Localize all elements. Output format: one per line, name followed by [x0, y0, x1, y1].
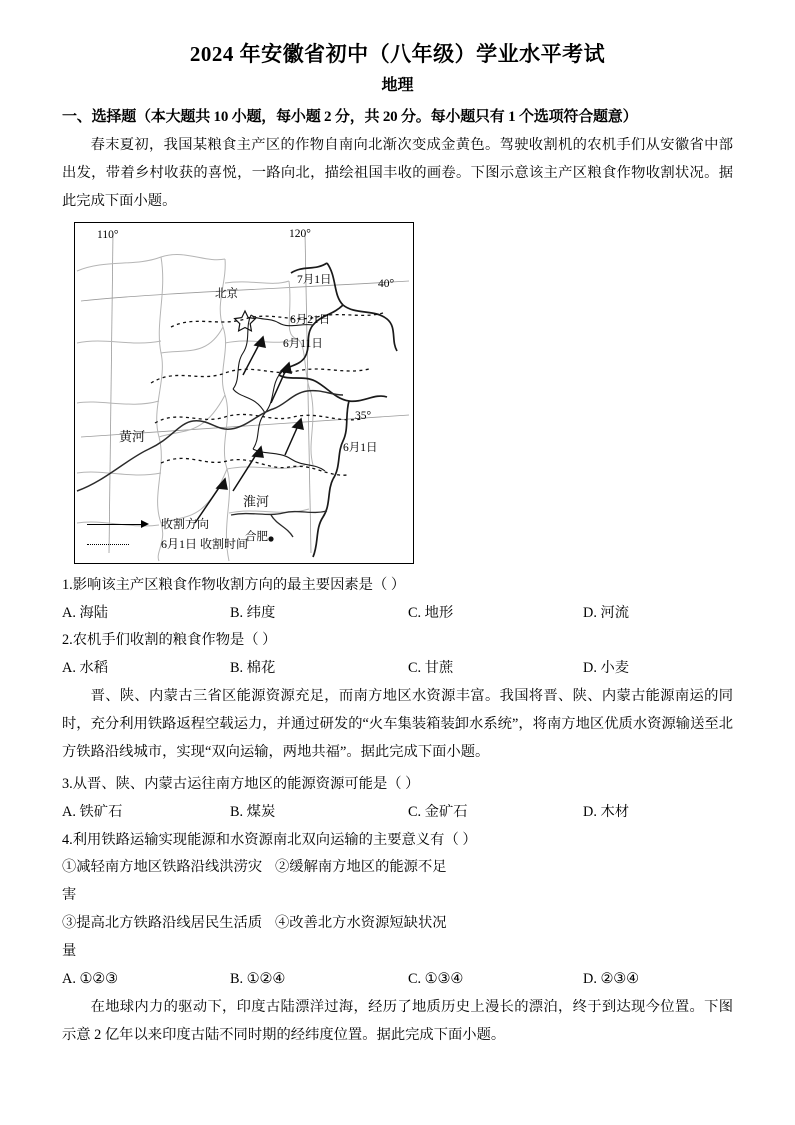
question-3-text: 从晋、陕、内蒙古运往南方地区的能源资源可能是（ ） [72, 775, 420, 792]
option-4-b[interactable]: B. ①②④ [230, 970, 286, 987]
map-figure [74, 222, 414, 564]
option-1-b[interactable]: B. 纬度 [230, 604, 276, 621]
legend-arrow-row [85, 515, 248, 535]
option-4-d[interactable]: D. ②③④ [583, 970, 639, 987]
statement-3: ③提高北方铁路沿线居民生活质量 [62, 915, 263, 959]
question-1-number: 1. [62, 576, 73, 593]
option-3-a[interactable]: A. 铁矿石 [62, 803, 123, 820]
statement-row-2 [62, 910, 733, 966]
dotted-line-icon [85, 538, 157, 552]
question-3-options [62, 799, 733, 827]
label-lon-120: 120° [289, 227, 311, 240]
statement-4: ④改善北方水资源短缺状况 [275, 915, 447, 932]
label-hefei: 合肥 [245, 530, 268, 543]
beijing-star-icon [235, 311, 256, 331]
option-2-d[interactable]: D. 小麦 [583, 660, 630, 677]
label-lat-35: 35° [355, 409, 372, 422]
figure-1 [62, 222, 733, 564]
passage-2: 晋、陕、内蒙古三省区能源资源充足，而南方地区水资源丰富。我国将晋、陕、内蒙古能源南运的同时，充分利用铁路返程空载运力，并通过研发的“火车集装箱装卸水系统”，将南方地区优质水资源输送至北方铁路沿线城市，实现“双向运输，两地共福”。据此完成下面小题。 [62, 688, 733, 760]
option-3-c[interactable]: C. 金矿石 [408, 803, 468, 820]
statement-2: ②缓解南方地区的能源不足 [275, 859, 447, 876]
legend-dash-label: 6月1日 收割时间 [161, 536, 249, 551]
legend-arrow-label: 收割方向 [161, 517, 210, 532]
option-4-c[interactable]: C. ①③④ [408, 970, 464, 987]
page-subtitle: 地理 [381, 77, 414, 94]
question-2-number: 2. [62, 632, 73, 649]
passage-3: 在地球内力的驱动下，印度古陆漂洋过海，经历了地质历史上漫长的漂泊，终于到达现今位置。下图示意 2 亿年以来印度古陆不同时期的经纬度位置。据此完成下面小题。 [62, 998, 733, 1043]
question-1-text: 影响该主产区粮食作物收割方向的最主要因素是（ ） [72, 576, 406, 593]
question-4-options [62, 966, 733, 994]
question-1-options [62, 600, 733, 628]
label-date-jul-1: 7月1日 [297, 273, 332, 286]
map-legend [85, 515, 248, 555]
statement-row-1 [62, 854, 733, 910]
label-date-jun-1: 6月1日 [343, 441, 378, 454]
option-1-d[interactable]: D. 河流 [583, 604, 630, 621]
question-4-number: 4. [62, 831, 73, 848]
label-date-jun-21: 6月21日 [290, 313, 331, 326]
option-2-a[interactable]: A. 水稻 [62, 660, 109, 677]
hefei-dot-icon [268, 536, 273, 541]
question-4-statements [62, 854, 733, 966]
passage-1: 春末夏初，我国某粮食主产区的作物自南向北渐次变成金黄色。驾驶收割机的农机手们从安徽省中部出发，带着乡村收获的喜悦，一路向北，描绘祖国丰收的画卷。下图示意该主产区粮食作物收割状况。据此完成下面小题。 [62, 137, 733, 209]
option-3-d[interactable]: D. 木材 [583, 803, 630, 820]
map-svg [75, 223, 413, 563]
question-4-text: 利用铁路运输实现能源和水资源南北双向运输的主要意义有（ ） [72, 831, 477, 848]
question-2-text: 农机手们收割的粮食作物是（ ） [72, 632, 277, 649]
question-2-stem [62, 627, 733, 655]
question-3-stem [62, 771, 733, 799]
label-lat-40: 40° [378, 277, 395, 290]
question-1-stem [62, 572, 733, 600]
option-1-a[interactable]: A. 海陆 [62, 604, 109, 621]
label-date-jun-11: 6月11日 [283, 337, 323, 350]
option-2-b[interactable]: B. 棉花 [230, 660, 276, 677]
question-4-stem [62, 827, 733, 855]
arrow-icon [85, 518, 157, 532]
label-lon-110: 110° [97, 228, 119, 241]
question-2-options [62, 655, 733, 683]
label-huanghe: 黄河 [119, 428, 146, 444]
statement-1: ①减轻南方地区铁路沿线洪涝灾害 [62, 859, 263, 904]
question-3-number: 3. [62, 775, 73, 792]
page-title: 2024 年安徽省初中（八年级）学业水平考试 [189, 42, 606, 66]
legend-dash-row [85, 535, 248, 555]
option-4-a[interactable]: A. ①②③ [62, 970, 118, 987]
label-beijing: 北京 [215, 287, 238, 300]
option-1-c[interactable]: C. 地形 [408, 604, 454, 621]
label-huaihe: 淮河 [243, 493, 270, 509]
option-3-b[interactable]: B. 煤炭 [230, 803, 276, 820]
section-heading: 一、选择题（本大题共 10 小题，每小题 2 分，共 20 分。每小题只有 1 个选项符合题意） [62, 109, 638, 125]
option-2-c[interactable]: C. 甘蔗 [408, 660, 454, 677]
